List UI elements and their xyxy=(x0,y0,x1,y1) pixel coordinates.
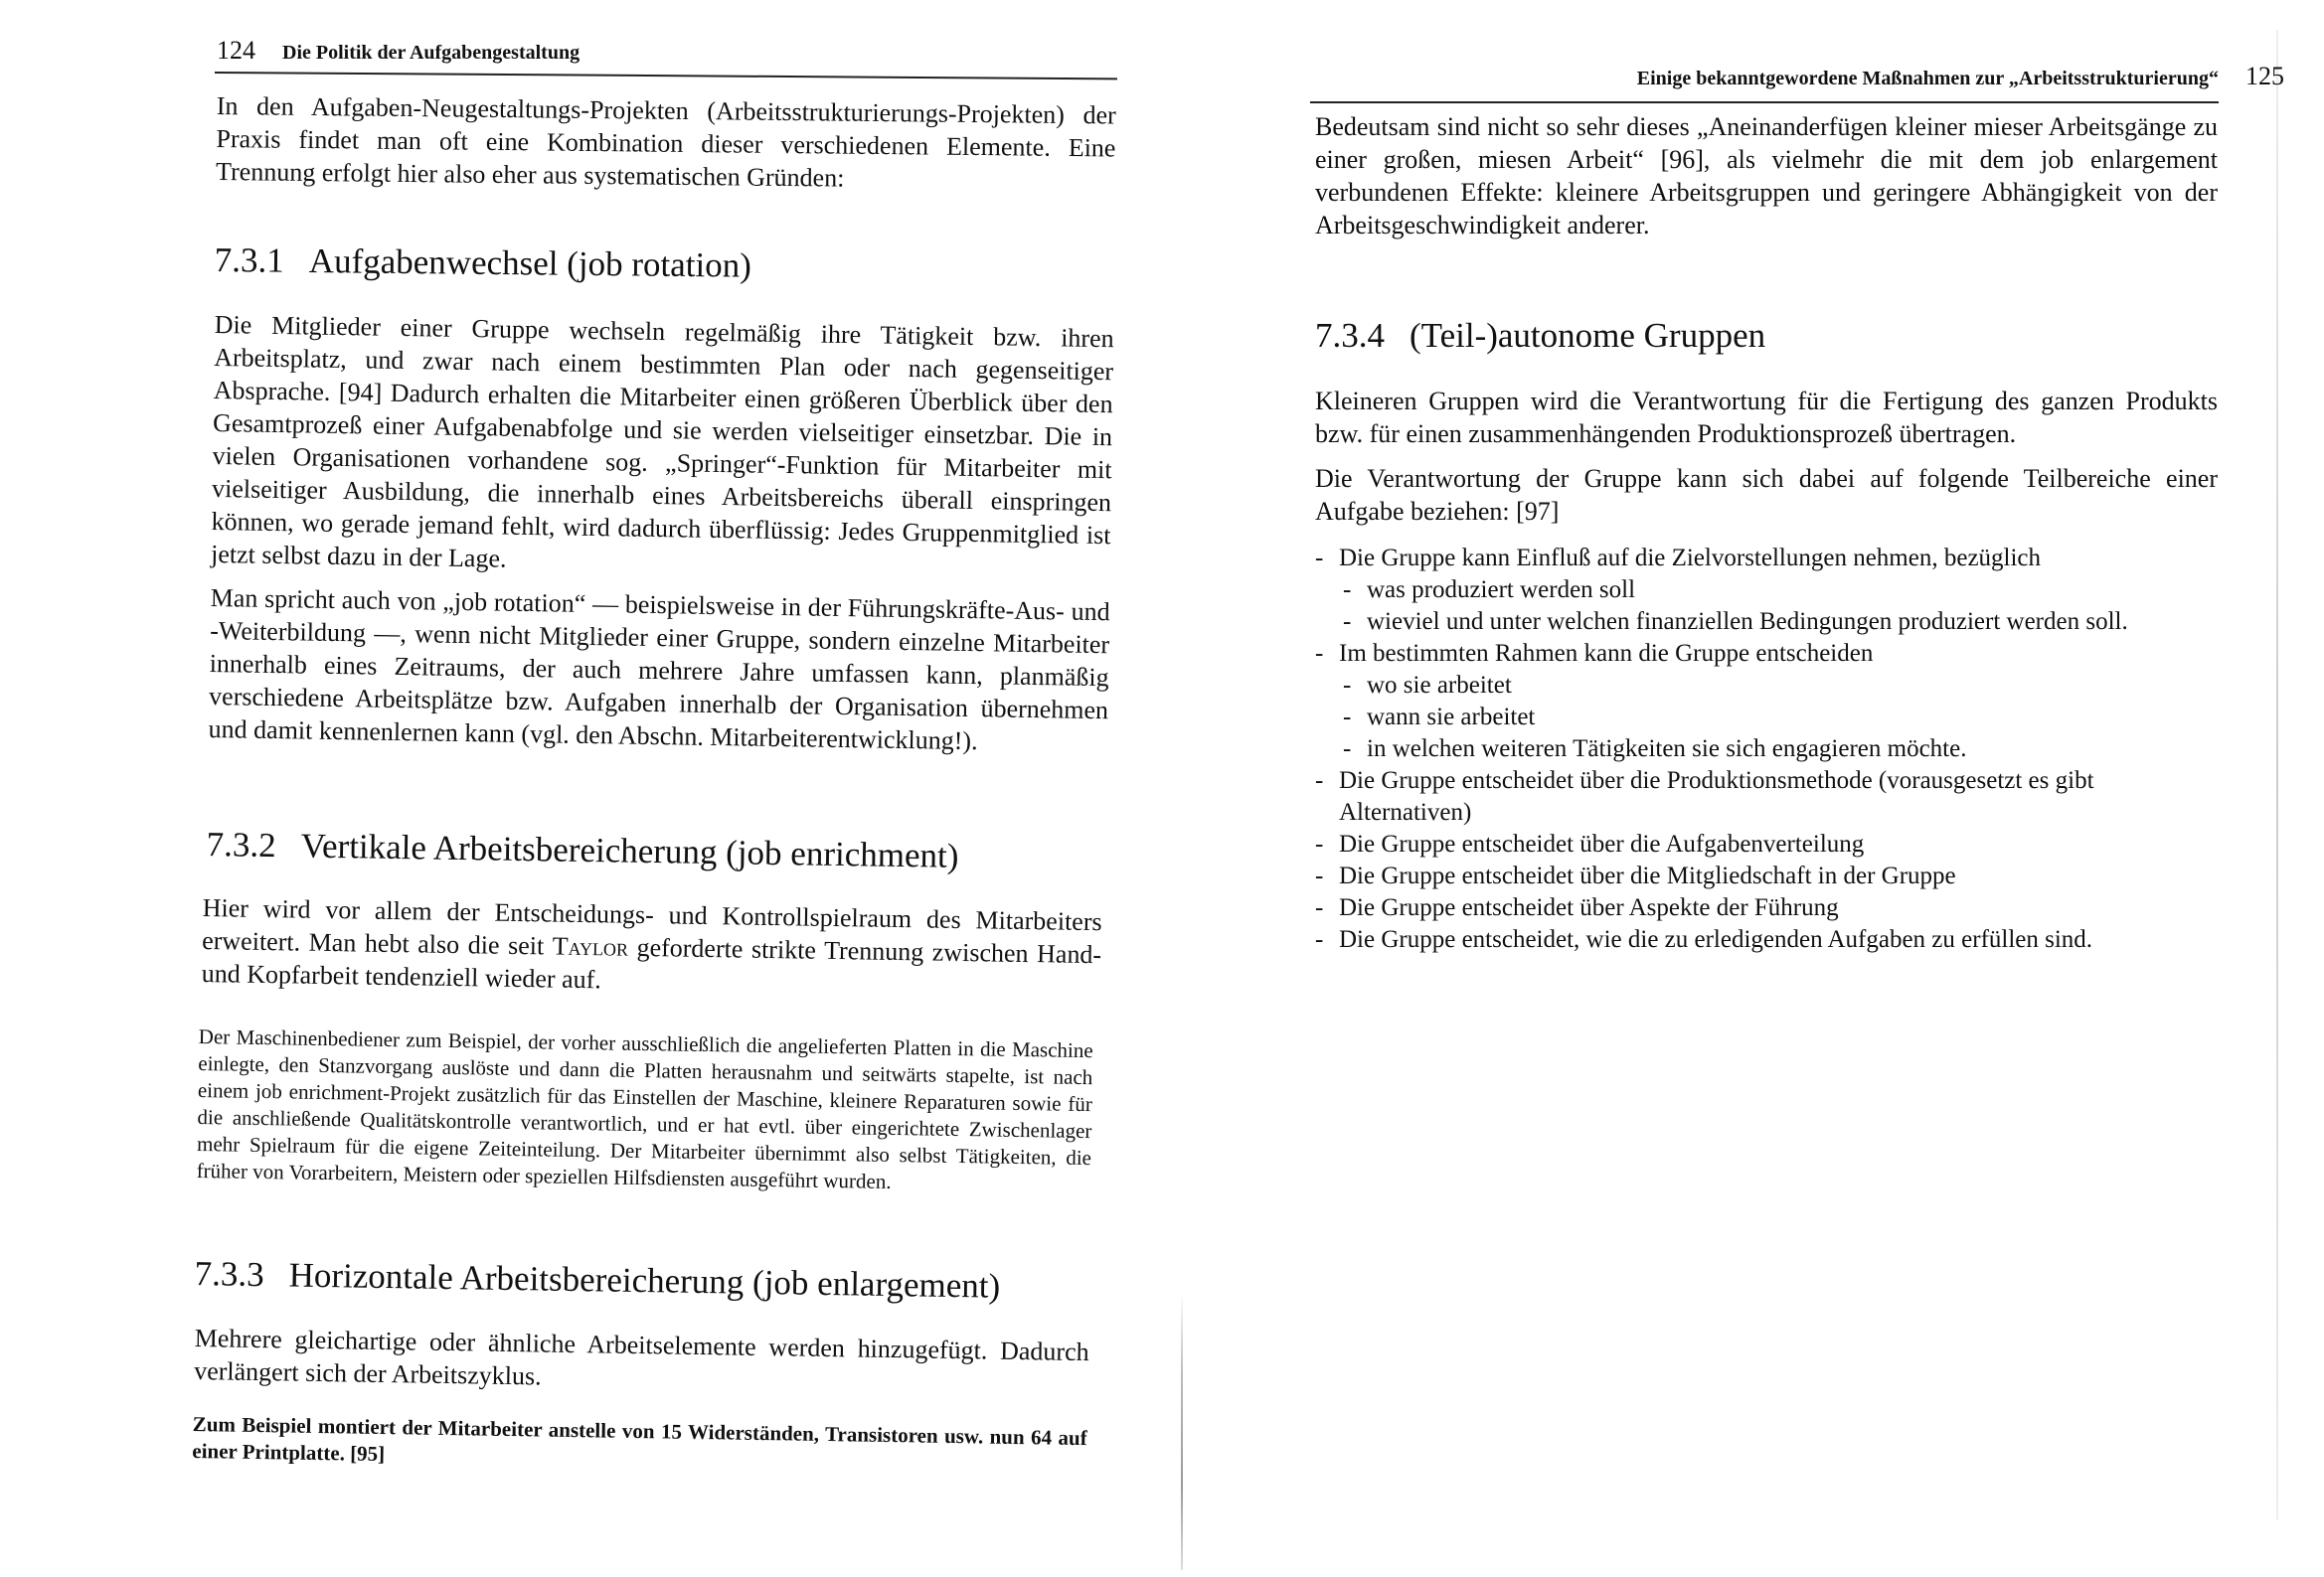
section-title: (Teil-)autonome Gruppen xyxy=(1410,316,1766,355)
list-item-text: wieviel und unter welchen finanziellen Bedingungen produziert werden soll. xyxy=(1367,608,2128,635)
section-title: Aufgabenwechsel (job rotation) xyxy=(308,240,752,285)
left-running-header xyxy=(217,36,580,66)
section-7-3-1-paragraph-1: Die Mitglieder einer Gruppe wechseln regelmäßig ihre Tätigkeit bzw. ihren Arbeitsplatz, und zwar nach einem bestimmten Plan oder nach gegenseitiger Absprache. [94] Dadurch erhalten die Mitarbeiter einen größeren Überblick über den Gesamtprozeß einer Aufgabenabfolge und sie werden vielseitiger einsetzbar. Die in vielen Organisationen vorhandene sog. „Springer“-Funktion für Mitarbeiter mit vielseitiger Ausbildung, die innerhalb eines Arbeitsbereichs überall einspringen können, wo gerade jemand fehlt, wird dadurch überflüssig: Jedes Gruppenmitglied ist jetzt selbst dazu in der Lage. xyxy=(210,309,1114,573)
list-item: - was produziert werden soll xyxy=(1343,576,1636,603)
paragraph-text-part: Hier wird vor allem der Entscheidungs- und Kontrollspielraum des Mitarbeiters erweitert. Man hebt also die seit xyxy=(201,892,1102,961)
right-page-number: 125 xyxy=(2245,62,2284,90)
list-item-text: wann sie arbeitet xyxy=(1367,704,1536,730)
section-number: 7.3.3 xyxy=(194,1254,264,1295)
section-7-3-2-heading xyxy=(206,825,958,876)
section-7-3-3-paragraph: Mehrere gleichartige oder ähnliche Arbeitselemente werden hinzugefügt. Dadurch verlängert sich der Arbeitszyklus. xyxy=(193,1323,1089,1391)
section-7-3-2-paragraph xyxy=(201,891,1101,1004)
right-intro-paragraph: Bedeutsam sind nicht so sehr dieses „Aneinanderfügen kleiner mieser Arbeitsgänge zu einer großen, miesen Arbeit“ [96], als vielmehr die mit dem job enlargement verbundenen Effekte: kleinere Arbeitsgruppen und geringere Abhängigkeit von der Arbeitsgeschwindigkeit anderer. xyxy=(1315,112,2218,239)
list-item: - wieviel und unter welchen finanziellen Bedingungen produziert werden soll. xyxy=(1343,608,2128,635)
section-7-3-3-heading xyxy=(194,1254,1000,1307)
section-7-3-3-example: Zum Beispiel montiert der Mitarbeiter anstelle von 15 Widerständen, Transistoren usw. nun 64 auf einer Printplatte. [95] xyxy=(192,1411,1087,1467)
list-item-text: in welchen weiteren Tätigkeiten sie sich engagieren möchte. xyxy=(1367,735,1967,762)
list-item-text: Die Gruppe entscheidet, wie die zu erledigenden Aufgaben zu erfüllen sind. xyxy=(1339,926,2093,953)
list-item: - Im bestimmten Rahmen kann die Gruppe entscheiden xyxy=(1315,640,1874,667)
list-item: - Die Gruppe entscheidet über die Produktionsmethode (vorausgesetzt es gibt Alternativen) xyxy=(1315,767,2094,826)
section-title: Vertikale Arbeitsbereicherung (job enrichment) xyxy=(300,826,959,875)
list-item-text: wo sie arbeitet xyxy=(1367,672,1512,699)
list-item: - Die Gruppe entscheidet über die Aufgabenverteilung xyxy=(1315,831,1865,858)
section-7-3-1-heading xyxy=(215,240,752,286)
list-item-text: Die Gruppe kann Einfluß auf die Zielvorstellungen nehmen, bezüglich xyxy=(1339,545,2042,571)
group-decision-list xyxy=(1315,543,2230,956)
section-7-3-4-paragraph-2: Die Verantwortung der Gruppe kann sich dabei auf folgende Teilbereiche einer Aufgabe beziehen: [97] xyxy=(1315,464,2218,526)
list-item: - in welchen weiteren Tätigkeiten sie sich engagieren möchte. xyxy=(1343,735,1967,762)
section-number: 7.3.4 xyxy=(1315,316,1385,355)
list-item: - Die Gruppe entscheidet über die Mitgliedschaft in der Gruppe xyxy=(1315,863,1956,889)
list-item-text: Die Gruppe entscheidet über die Produktionsmethode (vorausgesetzt es gibt Alternativen) xyxy=(1339,767,2094,826)
left-page-number: 124 xyxy=(217,36,255,65)
right-header-rule xyxy=(1310,101,2219,103)
section-7-3-2-example: Der Maschinenbediener zum Beispiel, der vorher ausschließlich die angelieferten Platten in die Maschine einlegte, den Stanzvorgang auslöste und dann die Platten herausnahm und seitwärts stapelte, ist nach einem job enrichment-Projekt zusätzlich für das Einstellen der Maschine, kleinere Reparaturen sowie für die anschließende Qualitätskontrolle verantwortlich, und er hat evtl. über eingerichtete Zwischenlager mehr Spielraum für die eigene Zeiteinteilung. Der Mitarbeiter übernimmt also selbst Tätigkeiten, die früher von Vorarbeitern, Meistern oder speziellen Hilfsdiensten ausgeführt wurden. xyxy=(196,1024,1093,1193)
list-item-text: Im bestimmten Rahmen kann die Gruppe entscheiden xyxy=(1339,640,1874,667)
left-header-title: Die Politik der Aufgabengestaltung xyxy=(282,42,581,64)
section-7-3-4-heading xyxy=(1315,316,1765,356)
author-name-taylor: Taylor xyxy=(552,931,629,962)
list-item-text: Die Gruppe entscheidet über die Mitgliedschaft in der Gruppe xyxy=(1339,863,1956,889)
paragraph-text-part: geforderte strikte Trennung zwischen Hand- und Kopfarbeit tendenziell wieder auf. xyxy=(201,932,1102,995)
section-title: Horizontale Arbeitsbereicherung (job enlargement) xyxy=(288,1255,1001,1306)
section-7-3-4-paragraph-1: Kleineren Gruppen wird die Verantwortung für die Fertigung des ganzen Produkts bzw. für einen zusammenhängenden Produktionsprozeß übertragen. xyxy=(1315,387,2218,448)
list-item-text: Die Gruppe entscheidet über Aspekte der Führung xyxy=(1339,894,1839,921)
section-number: 7.3.1 xyxy=(214,240,284,280)
right-page xyxy=(1173,0,2324,1577)
list-item: - wo sie arbeitet xyxy=(1343,672,1512,699)
right-running-header xyxy=(1637,62,2284,91)
list-item: - Die Gruppe entscheidet, wie die zu erledigenden Aufgaben zu erfüllen sind. xyxy=(1315,926,2093,953)
list-item: - Die Gruppe entscheidet über Aspekte der Führung xyxy=(1315,894,1839,921)
list-item: - Die Gruppe kann Einfluß auf die Zielvorstellungen nehmen, bezüglich xyxy=(1315,545,2042,571)
left-intro-paragraph: In den Aufgaben-Neugestaltungs-Projekten (Arbeitsstrukturierungs-Projekten) der Praxis findet man oft eine Kombination dieser verschiedenen Elemente. Eine Trennung erfolgt hier also eher aus systematischen Gründen: xyxy=(215,90,1116,193)
right-header-title: Einige bekanntgewordene Maßnahmen zur „Arbeitsstrukturierung“ xyxy=(1636,68,2219,89)
section-7-3-1-paragraph-2: Man spricht auch von „job rotation“ — beispielsweise in der Führungskräfte-Aus- und -Weiterbildung —, wenn nicht Mitglieder einer Gruppe, sondern einzelne Mitarbeiter innerhalb eines Zeitraums, der auch mehrere Jahre umfassen kann, planmäßig verschiedene Arbeitsplätze bzw. Aufgaben innerhalb der Organisation übernehmen und damit kennenlernen kann (vgl. den Abschn. Mitarbeiterentwicklung!). xyxy=(208,582,1110,756)
list-item-text: Die Gruppe entscheidet über die Aufgabenverteilung xyxy=(1339,831,1865,858)
list-item-text: was produziert werden soll xyxy=(1367,576,1636,603)
left-header-rule xyxy=(215,72,1117,79)
list-item: - wann sie arbeitet xyxy=(1343,704,1536,730)
section-number: 7.3.2 xyxy=(206,825,276,866)
